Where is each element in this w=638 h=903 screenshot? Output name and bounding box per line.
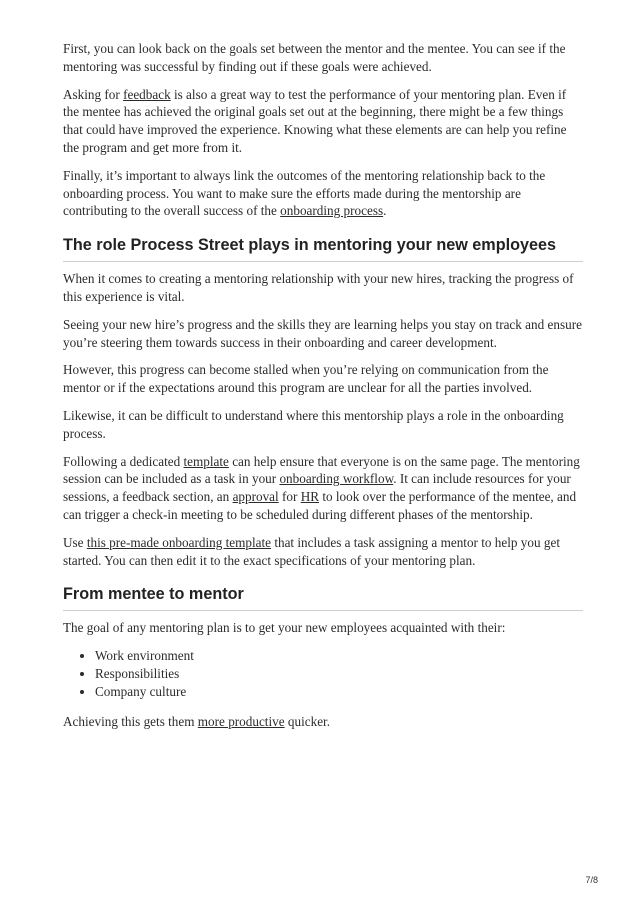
text-span: Use xyxy=(63,534,87,550)
paragraph-goals: First, you can look back on the goals set between the mentor and the mentee. You can see if the mentoring was successful by finding out if these goals were achieved. xyxy=(63,41,566,74)
text-span: . xyxy=(383,203,387,219)
paragraph-difficult: Likewise, it can be difficult to understand where this mentorship plays a role in the onboarding process. xyxy=(63,407,564,441)
template-link[interactable]: template xyxy=(183,453,229,469)
text-span: Achieving this gets them xyxy=(63,714,198,730)
text-span: quicker. xyxy=(284,714,331,730)
onboarding-process-link[interactable]: onboarding process xyxy=(280,203,384,219)
paragraph-progress: Seeing your new hire’s progress and the skills they are learning helps you stay on track and ensure you’re steering them towards success in their onboarding and career development. xyxy=(63,316,582,350)
more-productive-link[interactable]: more productive xyxy=(197,714,285,730)
paragraph-goal: The goal of any mentoring plan is to get your new employees acquainted with their: xyxy=(63,620,506,636)
text-span: is also a great way to test the performance of your mentoring plan. Even if the mentee has achieved the original goals set out at the beginning, there might be a few things that could have improved the experience. Knowing what these elements are can help you refine the program and get more from it. xyxy=(63,86,567,155)
onboarding-workflow-link[interactable]: onboarding workflow xyxy=(279,471,394,487)
section-heading-mentee-to-mentor: From mentee to mentor xyxy=(63,585,583,611)
text-span: can help ensure that everyone is on the same page. The mentoring session can be included as a task in your xyxy=(63,453,580,487)
list-item: • Responsibilities xyxy=(95,665,583,683)
page-content xyxy=(63,40,583,741)
text-span: to look over the performance of the mentee, and can trigger a check-in meeting to be scheduled during different phases of the mentorship. xyxy=(63,489,577,522)
list-item: • Company culture xyxy=(95,683,583,701)
paragraph-achieving xyxy=(63,713,583,731)
paragraph-feedback xyxy=(63,86,583,157)
paragraph-outcomes xyxy=(63,167,583,220)
text-span: . It can include resources for your sessions, a feedback section, an xyxy=(63,471,571,505)
paragraph-stalled: However, this progress can become stalled when you’re relying on communication from the mentor or if the expectations around this program are unclear for all the parties involved. xyxy=(63,362,549,396)
page-number: 7/8 xyxy=(585,875,598,885)
text-span: Asking for xyxy=(63,86,124,102)
list-item: • Work environment xyxy=(95,647,583,665)
bullet-list xyxy=(63,647,583,701)
hr-link[interactable]: HR xyxy=(300,489,320,505)
text-span: that includes a task assigning a mentor to help you get started. You can then edit it to the exact specifications of your mentoring plan. xyxy=(63,534,560,568)
approval-link[interactable]: approval xyxy=(232,489,279,505)
paragraph-template xyxy=(63,453,583,524)
text-span: Following a dedicated xyxy=(63,453,184,469)
paragraph-use-template xyxy=(63,534,583,570)
section-heading-process-street: The role Process Street plays in mentoring your new employees xyxy=(63,236,583,262)
feedback-link[interactable]: feedback xyxy=(123,86,171,102)
text-span: Finally, it’s important to always link the outcomes of the mentoring relationship back to the onboarding process. You want to make sure the efforts made during the mentorship are contributing to the overall success of the xyxy=(63,167,546,219)
paragraph-tracking: When it comes to creating a mentoring relationship with your new hires, tracking the progress of this experience is vital. xyxy=(63,271,574,304)
text-span: for xyxy=(278,489,301,505)
onboarding-template-link[interactable]: this pre-made onboarding template xyxy=(86,534,272,550)
